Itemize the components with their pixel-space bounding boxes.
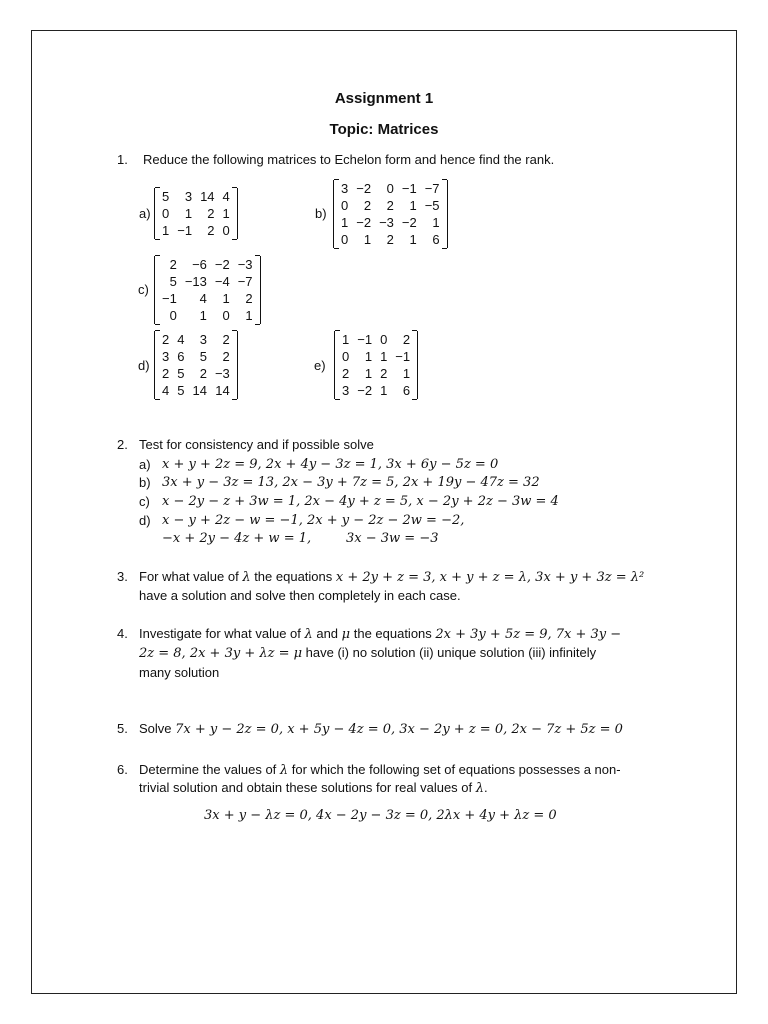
matrix-cell: 2 (380, 366, 388, 381)
q5-equations: 7x + y − 2z = 0, x + 5y − 4z = 0, 3x − 2y + z = 0, 2x − 7z + 5z = 0 (175, 722, 623, 737)
q3-line2: have a solution and solve then completely in each case. (139, 588, 461, 603)
matrix-b-label: b) (315, 206, 327, 221)
matrix-d-row (158, 382, 234, 399)
matrix-b-row (337, 197, 444, 214)
q4-mu: μ (341, 627, 351, 642)
matrix-cell: 5 (162, 189, 170, 204)
q2d-equations-line2a: −x + 2y − 4z + w = 1, (162, 531, 312, 546)
matrix-cell: 4 (199, 291, 207, 306)
matrix-cell: −2 (214, 257, 230, 272)
q2d-equations: x − y + 2z − w = −1, 2x + y − 2z − 2w = −2, (162, 513, 465, 528)
q4-text-and: and (312, 626, 342, 641)
q6-text-post: for which the following set of equations possesses a non- (288, 762, 621, 777)
matrix-c-row (158, 307, 257, 324)
q4-line2 (139, 645, 596, 661)
matrix-cell: 4 (222, 189, 230, 204)
matrix-cell: 1 (364, 366, 373, 381)
q2b-label: b) (139, 475, 151, 490)
matrix-cell: 1 (363, 232, 372, 247)
matrix-c-row (158, 273, 257, 290)
matrix-cell: 0 (169, 308, 177, 323)
q3-lambda: λ (242, 570, 251, 585)
matrix-cell: 0 (342, 349, 350, 364)
matrix-cell: 1 (432, 215, 440, 230)
matrix-cell: −3 (237, 257, 253, 272)
matrix-b-row (337, 214, 444, 231)
matrix-cell: −2 (356, 181, 372, 196)
q2c-label: c) (139, 494, 150, 509)
matrix-cell: 5 (199, 349, 207, 364)
matrix-cell: 2 (199, 366, 207, 381)
matrix-cell: 1 (245, 308, 253, 323)
matrix-cell: −1 (177, 223, 193, 238)
q4-lambda: λ (304, 627, 313, 642)
matrix-cell: 14 (215, 383, 230, 398)
matrix-c-label: c) (138, 282, 149, 297)
q1-number: 1. (117, 152, 128, 167)
q4-line1 (139, 626, 621, 642)
q2c-equations: x − 2y − z + 3w = 1, 2x − 4y + z = 5, x − 2y + 2z − 3w = 4 (162, 494, 559, 509)
q4-text-tail: have (i) no solution (ii) unique solution (iii) infinitely (302, 645, 597, 660)
matrix-cell: 3 (342, 383, 350, 398)
matrix-cell: −1 (162, 291, 177, 306)
matrix-cell: 2 (222, 332, 230, 347)
matrix-cell: 2 (162, 366, 170, 381)
q3-number: 3. (117, 569, 128, 584)
matrix-cell: 2 (169, 257, 177, 272)
matrix-cell: 2 (245, 291, 253, 306)
q4-equations-2: 2z = 8, 2x + 3y + λz = μ (139, 646, 303, 661)
matrix-cell: 2 (386, 232, 394, 247)
matrix-cell: −5 (424, 198, 440, 213)
matrix-cell: 2 (363, 198, 372, 213)
q5-number: 5. (117, 721, 128, 736)
matrix-e-row (338, 365, 414, 382)
matrix-e-row (338, 331, 414, 348)
matrix-cell: −2 (401, 215, 417, 230)
page-topic: Topic: Matrices (329, 121, 439, 138)
q2-number: 2. (117, 437, 128, 452)
matrix-cell: −3 (214, 366, 230, 381)
matrix-cell: −1 (395, 349, 411, 364)
matrix-e (334, 331, 418, 399)
matrix-cell: −13 (184, 274, 207, 289)
matrix-a-row (158, 222, 234, 239)
q4-equations-1: 2x + 3y + 5z = 9, 7x + 3y − (435, 627, 622, 642)
matrix-a (154, 188, 238, 239)
matrix-cell: 0 (386, 181, 394, 196)
matrix-d-row (158, 331, 234, 348)
q6-lambda-2: λ (475, 781, 484, 796)
matrix-cell: 1 (409, 198, 417, 213)
matrix-b-row (337, 180, 444, 197)
matrix-cell: 0 (380, 332, 388, 347)
matrix-cell: 2 (402, 332, 411, 347)
matrix-cell: 0 (341, 232, 349, 247)
matrix-cell: −7 (424, 181, 440, 196)
matrix-a-row (158, 188, 234, 205)
matrix-cell: 14 (200, 189, 215, 204)
matrix-cell: 5 (177, 366, 185, 381)
matrix-cell: 1 (409, 232, 417, 247)
q4-text-mid: the equations (350, 626, 436, 641)
q3-line1 (139, 569, 644, 585)
matrix-cell: −1 (401, 181, 417, 196)
matrix-cell: 2 (207, 223, 215, 238)
matrix-cell: −1 (357, 332, 373, 347)
matrix-cell: 4 (162, 383, 170, 398)
matrix-d-row (158, 365, 234, 382)
matrix-cell: 1 (341, 215, 349, 230)
matrix-e-row (338, 382, 414, 399)
matrix-cell: 4 (177, 332, 185, 347)
matrix-cell: 2 (342, 366, 350, 381)
q2a-equations: x + y + 2z = 9, 2x + 4y − 3z = 1, 3x + 6y − 5z = 0 (162, 457, 499, 472)
q2d-label: d) (139, 513, 151, 528)
matrix-cell: 14 (192, 383, 207, 398)
matrix-cell: 1 (380, 349, 388, 364)
matrix-cell: 0 (341, 198, 349, 213)
q1-text: Reduce the following matrices to Echelon form and hence find the rank. (143, 152, 555, 167)
q2-text: Test for consistency and if possible solve (139, 437, 374, 452)
q6-equations: 3x + y − λz = 0, 4x − 2y − 3z = 0, 2λx + 4y + λz = 0 (204, 808, 557, 823)
matrix-cell: 2 (386, 198, 394, 213)
matrix-cell: 2 (222, 349, 230, 364)
q4-number: 4. (117, 626, 128, 641)
matrix-cell: 6 (402, 383, 411, 398)
q3-equations: x + 2y + z = 3, x + y + z = λ, 3x + y + 3z = λ² (335, 570, 645, 585)
matrix-a-row (158, 205, 234, 222)
matrix-cell: 3 (199, 332, 207, 347)
matrix-cell: 1 (402, 366, 411, 381)
q5-line (139, 721, 623, 737)
q5-text-pre: Solve (139, 721, 176, 736)
q2d-equations-line2b: 3x − 3w = −3 (346, 531, 439, 546)
matrix-cell: −3 (379, 215, 394, 230)
matrix-d-label: d) (138, 358, 150, 373)
q6-line1 (139, 762, 621, 778)
matrix-b (333, 180, 448, 248)
matrix-b-row (337, 231, 444, 248)
matrix-cell: 1 (199, 308, 207, 323)
q2b-equations: 3x + y − 3z = 13, 2x − 3y + 7z = 5, 2x + 19y − 47z = 32 (162, 475, 540, 490)
q6-number: 6. (117, 762, 128, 777)
matrix-d (154, 331, 238, 399)
matrix-cell: 1 (184, 206, 193, 221)
page-title: Assignment 1 (334, 90, 434, 107)
matrix-cell: 3 (162, 349, 170, 364)
matrix-cell: 3 (184, 189, 193, 204)
matrix-e-label: e) (314, 358, 326, 373)
q6-text-pre: Determine the values of (139, 762, 280, 777)
matrix-cell: −7 (237, 274, 253, 289)
matrix-cell: −2 (357, 383, 373, 398)
matrix-e-row (338, 348, 414, 365)
matrix-cell: 1 (342, 332, 350, 347)
matrix-a-label: a) (139, 206, 151, 221)
matrix-cell: 1 (380, 383, 388, 398)
matrix-cell: 6 (432, 232, 440, 247)
matrix-cell: 3 (341, 181, 349, 196)
q3-text-mid: the equations (250, 569, 336, 584)
q4-text-pre: Investigate for what value of (139, 626, 305, 641)
q6-lambda: λ (279, 763, 289, 778)
q3-text-pre: For what value of (139, 569, 243, 584)
matrix-cell: −6 (192, 257, 207, 272)
matrix-cell: 0 (222, 223, 230, 238)
matrix-d-row (158, 348, 234, 365)
matrix-cell: 1 (364, 349, 373, 364)
q6-line2 (139, 780, 488, 796)
matrix-c-row (158, 290, 257, 307)
matrix-cell: 6 (177, 349, 185, 364)
matrix-cell: 2 (207, 206, 215, 221)
matrix-cell: 5 (169, 274, 177, 289)
matrix-cell: −2 (356, 215, 372, 230)
matrix-cell: 1 (222, 206, 230, 221)
q6-text-2-post: . (484, 780, 488, 795)
q4-line3: many solution (139, 665, 220, 680)
matrix-cell: 5 (177, 383, 185, 398)
matrix-cell: 0 (222, 308, 230, 323)
matrix-cell: 1 (162, 223, 170, 238)
matrix-cell: 0 (162, 206, 170, 221)
q6-text-2-pre: trivial solution and obtain these solutions for real values of (139, 780, 476, 795)
matrix-cell: 2 (162, 332, 170, 347)
matrix-cell: 1 (222, 291, 230, 306)
q2a-label: a) (139, 457, 151, 472)
matrix-c-row (158, 256, 257, 273)
matrix-c (154, 256, 261, 324)
matrix-cell: −4 (214, 274, 230, 289)
page-border (31, 30, 737, 994)
